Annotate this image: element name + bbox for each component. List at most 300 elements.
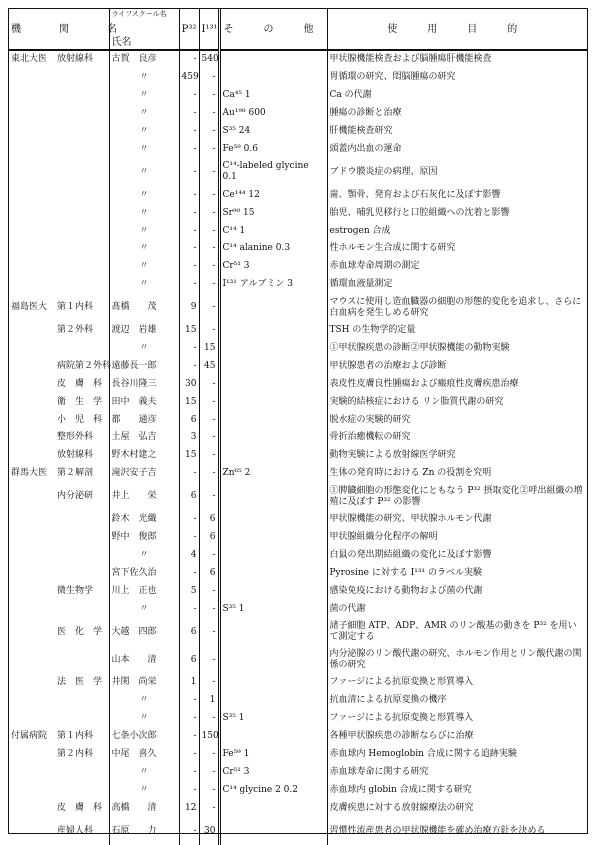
cell-name: 〃 bbox=[109, 123, 179, 141]
cell-institution bbox=[9, 340, 109, 358]
cell-other bbox=[219, 529, 327, 547]
header-institution: 機 関 名 bbox=[9, 9, 109, 50]
cell-p32: 459 bbox=[179, 69, 199, 87]
table-row bbox=[9, 564, 587, 582]
cell-other bbox=[219, 511, 327, 529]
department-name: 産婦人科 bbox=[57, 825, 94, 836]
cell-purpose: ①脾臓細胞の形態変化にともなう P³² 摂取変化②呼出組織の増殖に及ぼす P³² の影響 bbox=[329, 485, 583, 507]
cell-name: 長谷川隆三 bbox=[109, 375, 179, 393]
table-row bbox=[9, 511, 587, 529]
cell-purpose: ①甲状腺疾患の診断②甲状腺機能の動物実験 bbox=[329, 343, 510, 354]
cell-other: Cr⁵¹ 3 bbox=[219, 764, 327, 782]
cell-name: 田中 義夫 bbox=[109, 393, 179, 411]
cell-name: 〃 bbox=[109, 600, 179, 618]
cell-other: C¹⁴ alanine 0.3 bbox=[219, 240, 327, 258]
cell-institution bbox=[9, 322, 109, 340]
cell-p32: - bbox=[179, 87, 199, 105]
cell-name: 〃 bbox=[109, 158, 179, 186]
cell-p32: 6 bbox=[179, 411, 199, 429]
cell-i131: - bbox=[199, 204, 219, 222]
cell-i131: - bbox=[199, 105, 219, 123]
cell-purpose: 骨折治癒機転の研究 bbox=[329, 432, 411, 443]
cell-p32: - bbox=[179, 781, 199, 799]
cell-institution bbox=[9, 447, 109, 465]
cell-i131: - bbox=[199, 140, 219, 158]
cell-name: 土屋 弘吉 bbox=[109, 429, 179, 447]
cell-p32: - bbox=[179, 564, 199, 582]
table-row bbox=[9, 204, 587, 222]
cell-i131: 15 bbox=[199, 340, 219, 358]
department-name: 医 化 学 bbox=[57, 626, 103, 637]
cell-other bbox=[219, 674, 327, 692]
cell-institution bbox=[9, 529, 109, 547]
cell-name: 山本 清 bbox=[109, 646, 179, 674]
table-row bbox=[9, 529, 587, 547]
table-row bbox=[9, 447, 587, 465]
cell-p32: 5 bbox=[179, 582, 199, 600]
department-name: 皮 膚 科 bbox=[57, 378, 103, 389]
table-row bbox=[9, 322, 587, 340]
table-row bbox=[9, 87, 587, 105]
cell-institution bbox=[9, 781, 109, 799]
cell-other bbox=[219, 294, 327, 322]
cell-i131: - bbox=[199, 69, 219, 87]
cell-p32: 6 bbox=[179, 483, 199, 511]
cell-purpose: 胎児、哺乳児移行と口腔組織への沈着と影響 bbox=[329, 207, 510, 218]
cell-other: C¹⁴ glycine 2 0.2 bbox=[219, 781, 327, 799]
cell-other bbox=[219, 393, 327, 411]
cell-i131: - bbox=[199, 646, 219, 674]
table-row bbox=[9, 546, 587, 564]
cell-institution bbox=[9, 564, 109, 582]
table-row bbox=[9, 710, 587, 728]
cell-other: Sr⁹⁰ 15 bbox=[219, 204, 327, 222]
cell-other: Fe⁵⁹ 1 bbox=[219, 746, 327, 764]
table-row bbox=[9, 674, 587, 692]
institution-name: 付属病院 bbox=[11, 731, 48, 742]
cell-i131: 30 bbox=[199, 817, 219, 845]
cell-other bbox=[219, 447, 327, 465]
cell-purpose: 赤血球内 Hemoglobin 合成に関する追跡実験 bbox=[329, 749, 517, 760]
cell-p32: - bbox=[179, 204, 199, 222]
cell-purpose: 動物実験による放射線医学研究 bbox=[329, 450, 456, 461]
cell-institution bbox=[9, 411, 109, 429]
cell-p32: - bbox=[179, 600, 199, 618]
cell-other bbox=[219, 483, 327, 511]
cell-name: 七条小次郎 bbox=[109, 728, 179, 746]
cell-name: 〃 bbox=[109, 764, 179, 782]
table-row bbox=[9, 69, 587, 87]
department-name: 法 医 学 bbox=[57, 677, 103, 688]
cell-p32: - bbox=[179, 529, 199, 547]
cell-p32: - bbox=[179, 692, 199, 710]
department-name: 小 児 科 bbox=[57, 414, 103, 425]
header-i131: I¹³¹ bbox=[199, 9, 219, 50]
cell-institution bbox=[9, 87, 109, 105]
header-other: そ の 他 bbox=[219, 9, 327, 50]
cell-purpose: 感染免疫における動物および菌の代謝 bbox=[329, 585, 483, 596]
cell-i131: - bbox=[199, 799, 219, 817]
cell-institution bbox=[9, 582, 109, 600]
cell-name: 井関 尚栄 bbox=[109, 674, 179, 692]
cell-i131: - bbox=[199, 158, 219, 186]
cell-other: Ce¹⁴⁴ 12 bbox=[219, 186, 327, 204]
cell-purpose: 各種甲状腺疾患の診断ならびに治療 bbox=[329, 731, 474, 742]
table-body bbox=[9, 50, 587, 845]
cell-p32: - bbox=[179, 123, 199, 141]
cell-other bbox=[219, 564, 327, 582]
cell-other: S³⁵ 24 bbox=[219, 123, 327, 141]
cell-i131: 540 bbox=[199, 50, 219, 69]
cell-i131: - bbox=[199, 240, 219, 258]
cell-p32: - bbox=[179, 105, 199, 123]
cell-i131: - bbox=[199, 222, 219, 240]
cell-purpose: estrogen 合成 bbox=[329, 225, 391, 236]
cell-i131: 6 bbox=[199, 564, 219, 582]
cell-i131: - bbox=[199, 87, 219, 105]
cell-institution bbox=[9, 357, 112, 375]
cell-p32: - bbox=[179, 186, 199, 204]
cell-i131: 6 bbox=[199, 511, 219, 529]
cell-p32: - bbox=[179, 728, 199, 746]
cell-purpose: 肝機能検査研究 bbox=[329, 126, 393, 136]
table-row bbox=[9, 258, 587, 276]
cell-p32: - bbox=[179, 764, 199, 782]
cell-other: Zn⁶⁵ 2 bbox=[219, 465, 327, 483]
cell-purpose: ブドウ膜炎症の病理、原因 bbox=[329, 166, 438, 177]
cell-name: 宮下佐久治 bbox=[109, 564, 179, 582]
cell-name: 〃 bbox=[109, 87, 179, 105]
table-row bbox=[9, 357, 587, 375]
cell-purpose: 腫瘍の診断と治療 bbox=[329, 108, 402, 119]
table-row bbox=[9, 105, 587, 123]
cell-institution bbox=[9, 140, 109, 158]
cell-i131: - bbox=[199, 546, 219, 564]
cell-p32: - bbox=[179, 50, 199, 69]
cell-name: 滝沢安子吉 bbox=[109, 465, 179, 483]
cell-institution bbox=[9, 799, 109, 817]
cell-p32: 1 bbox=[179, 674, 199, 692]
cell-other: C¹⁴ 1 bbox=[219, 222, 327, 240]
cell-other: C¹⁴-labeled glycine 0.1 bbox=[219, 158, 327, 186]
cell-p32: - bbox=[179, 710, 199, 728]
cell-p32: - bbox=[179, 258, 199, 276]
table-row bbox=[9, 375, 587, 393]
table-row bbox=[9, 240, 587, 258]
cell-name: 〃 bbox=[109, 204, 179, 222]
cell-purpose: 実験的結核症における リン脂質代謝の研究 bbox=[329, 396, 504, 407]
table-row bbox=[9, 276, 587, 294]
cell-other: Au¹⁹⁸ 600 bbox=[219, 105, 327, 123]
cell-i131: 45 bbox=[199, 357, 219, 375]
cell-name: 〃 bbox=[109, 222, 179, 240]
cell-i131: - bbox=[199, 465, 219, 483]
cell-institution bbox=[9, 646, 109, 674]
cell-other bbox=[219, 728, 327, 746]
cell-name: 川上 正也 bbox=[109, 582, 179, 600]
table-row bbox=[9, 764, 587, 782]
cell-name: 〃 bbox=[109, 258, 179, 276]
cell-purpose: 脱水症の実験的研究 bbox=[329, 414, 411, 425]
cell-name: 石原 力 bbox=[109, 817, 179, 845]
cell-p32: 6 bbox=[179, 618, 199, 646]
cell-p32: - bbox=[179, 746, 199, 764]
cell-i131: - bbox=[199, 746, 219, 764]
table-row bbox=[9, 186, 587, 204]
table-row bbox=[9, 393, 587, 411]
cell-institution bbox=[9, 158, 109, 186]
cell-purpose: 循環血液量測定 bbox=[329, 279, 393, 290]
table-row bbox=[9, 728, 587, 746]
cell-other bbox=[219, 799, 327, 817]
cell-purpose: 生体の発育時における Zn の役割を究明 bbox=[329, 468, 492, 479]
cell-p32: 4 bbox=[179, 546, 199, 564]
cell-other bbox=[219, 50, 327, 69]
cell-purpose: 諸子細胞 ATP、ADP、AMR のリン酸基の動きを P³² を用いて測定する bbox=[329, 621, 577, 643]
cell-purpose: 内分泌腺のリン酸代謝の研究、ホルモン作用とリン酸代謝の関係の研究 bbox=[329, 649, 582, 671]
cell-purpose: 皮膚疾患に対する放射線療法の研究 bbox=[329, 802, 474, 813]
department-name: 整形外科 bbox=[57, 432, 94, 443]
cell-purpose: 頭蓋内出血の運命 bbox=[329, 143, 402, 154]
cell-i131: - bbox=[199, 447, 219, 465]
cell-p32: 15 bbox=[179, 322, 199, 340]
cell-institution bbox=[9, 764, 109, 782]
cell-institution bbox=[9, 186, 109, 204]
cell-purpose: ファージによる抗原変換と形質導入 bbox=[329, 677, 474, 688]
cell-i131: - bbox=[199, 483, 219, 511]
cell-institution bbox=[9, 728, 109, 746]
cell-name: 〃 bbox=[109, 692, 179, 710]
cell-i131: - bbox=[199, 710, 219, 728]
cell-i131: 150 bbox=[199, 728, 219, 746]
cell-institution bbox=[9, 69, 109, 87]
table-row bbox=[9, 411, 587, 429]
table-row bbox=[9, 646, 587, 674]
cell-p32: - bbox=[179, 222, 199, 240]
table-row bbox=[9, 781, 587, 799]
department-name: 放射線科 bbox=[57, 54, 94, 65]
cell-institution bbox=[9, 483, 109, 511]
cell-name: 野木村建之 bbox=[109, 447, 179, 465]
table-row bbox=[9, 618, 587, 646]
cell-i131: - bbox=[199, 322, 219, 340]
cell-i131: 1 bbox=[199, 692, 219, 710]
department-name: 衛 生 学 bbox=[57, 396, 103, 407]
cell-p32: 12 bbox=[179, 799, 199, 817]
cell-i131: - bbox=[199, 674, 219, 692]
cell-p32: 15 bbox=[179, 393, 199, 411]
cell-name: 〃 bbox=[109, 240, 179, 258]
cell-purpose: TSH の生物学的定量 bbox=[329, 325, 416, 336]
cell-institution bbox=[9, 710, 109, 728]
cell-purpose: 表皮性皮膚良性腫瘍および瘢痕性皮膚疾患治療 bbox=[329, 378, 519, 389]
cell-p32: 3 bbox=[179, 429, 199, 447]
cell-purpose: 甲状腺患者の治療および診断 bbox=[329, 360, 447, 371]
cell-institution bbox=[9, 618, 109, 646]
cell-p32: - bbox=[179, 357, 199, 375]
cell-other bbox=[219, 692, 327, 710]
cell-purpose: 胃循環の研究、悶脳腫瘍の研究 bbox=[329, 72, 456, 83]
cell-other: S³⁵ 1 bbox=[219, 600, 327, 618]
cell-purpose: 白鼠の発出期結組織の変化に及ぼす影響 bbox=[329, 549, 492, 560]
cell-i131: - bbox=[199, 411, 219, 429]
cell-name: 渡辺 岩雄 bbox=[109, 322, 179, 340]
cell-name: 大越 四郎 bbox=[109, 618, 179, 646]
cell-institution bbox=[9, 123, 109, 141]
cell-name: 〃 bbox=[109, 140, 179, 158]
cell-other bbox=[219, 375, 327, 393]
cell-purpose: 習慣性流産患者の甲状腺機能を確め治療方針を決める bbox=[329, 825, 546, 836]
cell-i131: - bbox=[199, 393, 219, 411]
cell-p32: 15 bbox=[179, 447, 199, 465]
cell-purpose: 甲状腺機能検査および脳腫瘍肝機能検査 bbox=[329, 54, 492, 65]
cell-name: 都 通彦 bbox=[109, 411, 179, 429]
cell-p32: - bbox=[179, 240, 199, 258]
department-name: 第１内科 bbox=[57, 731, 94, 742]
cell-purpose: Ca の代謝 bbox=[329, 90, 372, 101]
department-name: 微生物学 bbox=[57, 585, 94, 596]
cell-i131: - bbox=[199, 375, 219, 393]
cell-other bbox=[219, 411, 327, 429]
cell-other bbox=[219, 357, 327, 375]
cell-institution bbox=[9, 50, 109, 69]
table-row bbox=[9, 50, 587, 69]
table-row bbox=[9, 140, 587, 158]
cell-purpose: ファージによる抗原変換と形質導入 bbox=[329, 713, 474, 724]
cell-other bbox=[219, 817, 327, 845]
department-name: 内分泌研 bbox=[57, 491, 94, 502]
cell-purpose: 赤血球寿命周期の測定 bbox=[329, 261, 420, 272]
department-name: 第１内科 bbox=[57, 302, 94, 313]
cell-other bbox=[219, 340, 327, 358]
department-name: 第２内科 bbox=[57, 749, 94, 760]
table-row bbox=[9, 692, 587, 710]
cell-purpose: 歯、顎骨、発育および石灰化に及ぼす影響 bbox=[329, 189, 501, 200]
cell-name: 〃 bbox=[109, 710, 179, 728]
cell-other: Ca⁴⁵ 1 bbox=[219, 87, 327, 105]
cell-name: 〃 bbox=[109, 69, 179, 87]
cell-other bbox=[219, 69, 327, 87]
cell-i131: - bbox=[199, 186, 219, 204]
cell-institution bbox=[9, 204, 109, 222]
cell-i131: - bbox=[199, 294, 219, 322]
cell-name: 遠藤長一郎 bbox=[109, 357, 179, 375]
cell-i131: - bbox=[199, 764, 219, 782]
institution-name: 福島医大 bbox=[11, 302, 48, 313]
table-row bbox=[9, 582, 587, 600]
cell-other: Fe⁵⁹ 0.6 bbox=[219, 140, 327, 158]
cell-p32: - bbox=[179, 158, 199, 186]
header-purpose: 使 用 目 的 bbox=[327, 9, 587, 50]
table-row bbox=[9, 799, 587, 817]
header-name-top: ライフスクール名 bbox=[111, 10, 167, 18]
cell-other: I¹³¹ アルブミン 3 bbox=[219, 276, 327, 294]
cell-institution bbox=[9, 692, 109, 710]
table-row bbox=[9, 465, 587, 483]
table-row bbox=[9, 340, 587, 358]
table-row bbox=[9, 222, 587, 240]
table-row bbox=[9, 429, 587, 447]
cell-other bbox=[219, 582, 327, 600]
cell-i131: 6 bbox=[199, 529, 219, 547]
header-p32: P³² bbox=[179, 9, 199, 50]
cell-name: 鈴木 光織 bbox=[109, 511, 179, 529]
isotope-usage-table bbox=[9, 9, 587, 845]
table-row bbox=[9, 158, 587, 186]
document-table-frame bbox=[8, 8, 588, 834]
cell-institution bbox=[9, 546, 109, 564]
cell-name: 高橋 清 bbox=[109, 799, 179, 817]
cell-institution bbox=[9, 276, 109, 294]
cell-i131: - bbox=[199, 429, 219, 447]
institution-name: 東北大医 bbox=[11, 54, 48, 65]
cell-purpose: 抗血清による抗原変換の機序 bbox=[329, 695, 447, 706]
header-name-label: 氏名 bbox=[111, 37, 132, 48]
cell-name: 〃 bbox=[109, 276, 179, 294]
cell-p32: - bbox=[179, 465, 199, 483]
cell-p32: - bbox=[179, 140, 199, 158]
department-name: 第２解剖 bbox=[57, 468, 94, 479]
cell-name: 〃 bbox=[109, 186, 179, 204]
table-header-row bbox=[9, 9, 587, 50]
department-name: 病院第２外科 bbox=[57, 360, 112, 371]
cell-name: 〃 bbox=[109, 781, 179, 799]
cell-other: Cr⁵¹ 3 bbox=[219, 258, 327, 276]
table-row bbox=[9, 294, 587, 322]
cell-p32: - bbox=[179, 340, 199, 358]
cell-name: 〃 bbox=[109, 105, 179, 123]
cell-name: 〃 bbox=[109, 546, 179, 564]
cell-i131: - bbox=[199, 781, 219, 799]
cell-p32: 9 bbox=[179, 294, 199, 322]
cell-institution bbox=[9, 393, 109, 411]
cell-name: 〃 bbox=[109, 340, 179, 358]
cell-name: 井上 栄 bbox=[109, 483, 179, 511]
cell-other bbox=[219, 646, 327, 674]
cell-p32: 6 bbox=[179, 646, 199, 674]
table-row bbox=[9, 817, 587, 845]
cell-i131: - bbox=[199, 618, 219, 646]
cell-purpose: 甲状腺機能の研究、甲状腺ホルモン代謝 bbox=[329, 514, 492, 525]
cell-institution bbox=[9, 746, 109, 764]
cell-other bbox=[219, 618, 327, 646]
cell-purpose: Pyrosine に対する I¹³¹ のラベル実験 bbox=[329, 567, 482, 578]
cell-i131: - bbox=[199, 258, 219, 276]
cell-institution bbox=[9, 429, 109, 447]
cell-i131: - bbox=[199, 582, 219, 600]
cell-purpose: 菌の代謝 bbox=[329, 603, 366, 614]
cell-institution bbox=[9, 465, 109, 483]
cell-i131: - bbox=[199, 123, 219, 141]
cell-institution bbox=[9, 222, 109, 240]
cell-purpose: 赤血球内 globin 合成に関する研究 bbox=[329, 784, 472, 795]
department-name: 第２外科 bbox=[57, 325, 94, 336]
cell-institution bbox=[9, 258, 109, 276]
cell-institution bbox=[9, 105, 109, 123]
table-row bbox=[9, 123, 587, 141]
cell-institution bbox=[9, 674, 109, 692]
department-name: 放射線科 bbox=[57, 450, 94, 461]
cell-p32: - bbox=[179, 511, 199, 529]
institution-name: 群馬大医 bbox=[11, 468, 48, 479]
cell-purpose: 性ホルモン生合成に関する研究 bbox=[329, 243, 456, 254]
cell-p32: 30 bbox=[179, 375, 199, 393]
cell-purpose: 赤血球寿命に関する研究 bbox=[329, 766, 429, 777]
cell-institution bbox=[9, 511, 109, 529]
cell-name: 中尾 喜久 bbox=[109, 746, 179, 764]
cell-name: 野中 俊郎 bbox=[109, 529, 179, 547]
table-row bbox=[9, 600, 587, 618]
